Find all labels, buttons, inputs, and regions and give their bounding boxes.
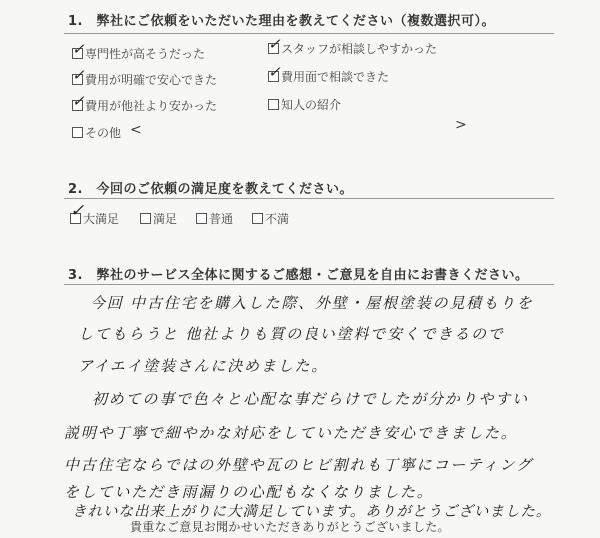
checkbox[interactable] bbox=[72, 40, 85, 59]
q1-option-cheaper[interactable] bbox=[72, 92, 218, 114]
handwritten-line: してもらうと 他社よりも質の良い塗料で安くできるので bbox=[78, 325, 505, 343]
handwritten-line: 今回 中古住宅を購入した際、外壁・屋根塗装の見積もりを bbox=[90, 294, 534, 312]
check-mark-icon: ✓ bbox=[268, 35, 281, 53]
other-bracket-open: < bbox=[130, 122, 142, 138]
handwritten-line: アイエイ塗装さんに決めました。 bbox=[78, 357, 329, 375]
question-2-divider bbox=[64, 198, 554, 199]
option-label: 不満 bbox=[265, 212, 290, 226]
option-label: 大満足 bbox=[83, 212, 120, 226]
handwritten-line: 初めての事で色々と心配な事だらけでしたが分かりやすい bbox=[92, 390, 529, 408]
option-label: 費用が明確で安心できた bbox=[85, 73, 218, 87]
handwritten-line: 説明や丁寧で細やかな対応をしていただき安心できました。 bbox=[64, 424, 518, 442]
option-label: 普通 bbox=[209, 212, 234, 226]
option-label: その他 bbox=[85, 126, 122, 140]
q2-option-dissatisfied[interactable] bbox=[252, 210, 289, 227]
question-2-title: 2. 今回のご依頼の満足度を教えてください。 bbox=[68, 182, 353, 197]
check-mark-icon: ✓ bbox=[72, 66, 85, 84]
question-1-divider bbox=[64, 33, 554, 34]
q1-option-specialty[interactable] bbox=[72, 40, 206, 62]
question-3-divider bbox=[64, 284, 554, 285]
footer-thanks: 貴重なご意見お聞かせいただきありがとうございました。 bbox=[130, 520, 450, 534]
q1-option-cost-consult[interactable] bbox=[268, 63, 390, 85]
q1-option-clear-cost[interactable] bbox=[72, 66, 218, 88]
option-label: 費用面で相談できた bbox=[281, 70, 390, 84]
check-mark-icon: ✓ bbox=[268, 63, 281, 81]
checkbox[interactable] bbox=[72, 127, 83, 138]
handwritten-line: をしていただき雨漏りの心配もなくなりました。 bbox=[64, 483, 434, 501]
option-label: 専門性が高そうだった bbox=[85, 47, 206, 61]
checkbox[interactable] bbox=[268, 35, 281, 54]
check-mark-icon: ✓ bbox=[72, 40, 85, 58]
other-bracket-close: > bbox=[455, 117, 467, 133]
handwritten-line: きれいな出来上がりに大満足しています。ありがとうございました。 bbox=[72, 504, 552, 520]
checkbox[interactable] bbox=[268, 99, 279, 110]
q1-option-other[interactable] bbox=[72, 124, 121, 141]
q2-option-satisfied[interactable] bbox=[140, 210, 177, 227]
handwritten-line: 中古住宅ならではの外壁や瓦のヒビ割れも丁寧にコーティング bbox=[64, 456, 533, 474]
question-1-title: 1. 弊社にご依頼をいただいた理由を教えてください（複数選択可）。 bbox=[68, 14, 495, 29]
checkbox[interactable] bbox=[70, 201, 85, 224]
q2-option-neutral[interactable] bbox=[196, 210, 233, 227]
check-mark-icon: ✓ bbox=[72, 92, 85, 110]
option-label: 費用が他社より安かった bbox=[85, 99, 218, 113]
checkbox[interactable] bbox=[268, 63, 281, 82]
q2-option-very-satisfied[interactable] bbox=[70, 201, 120, 227]
checkbox[interactable] bbox=[252, 213, 263, 224]
option-label: スタッフが相談しやすかった bbox=[281, 42, 438, 56]
checkbox[interactable] bbox=[196, 213, 207, 224]
question-3-title: 3. 弊社のサービス全体に関するご感想・ご意見を自由にお書きください。 bbox=[68, 268, 529, 283]
q1-option-referral[interactable] bbox=[268, 96, 341, 113]
checkbox[interactable] bbox=[140, 213, 151, 224]
option-label: 知人の紹介 bbox=[281, 98, 342, 112]
option-label: 満足 bbox=[153, 212, 178, 226]
check-mark-icon: ✓ bbox=[70, 201, 85, 221]
checkbox[interactable] bbox=[72, 92, 85, 111]
checkbox[interactable] bbox=[72, 66, 85, 85]
q1-option-staff[interactable] bbox=[268, 35, 438, 57]
